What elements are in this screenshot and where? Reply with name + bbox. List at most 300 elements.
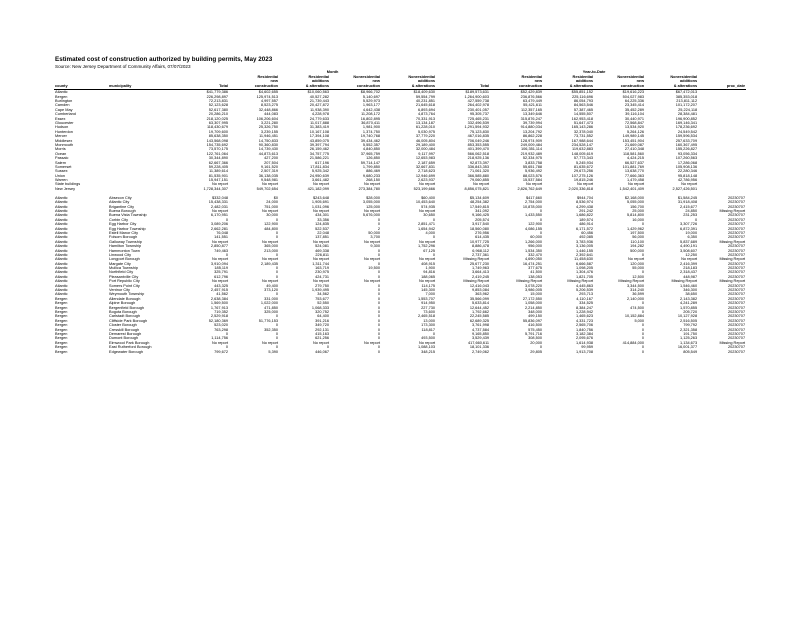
value-cell: 0 [377,345,381,350]
value-cell: 11,389,614 [209,169,229,174]
value-cell: 467,016,835 [467,134,490,139]
county-cell: Atlantic [55,213,68,218]
value-cell: 122,900 [528,222,543,227]
value-cell: 315,876,247 [520,116,543,121]
value-cell: 1,799,850 [362,164,381,169]
value-cell: 52,180,369 [208,318,229,323]
value-cell: 122,900 [264,222,279,227]
value-cell: 39,397,794 [309,142,330,147]
value-cell: 486,914 [579,222,594,227]
value-cell: 0 [432,252,436,257]
value-cell: 36,870,411 [361,121,381,125]
county-cell: Atlantic [55,195,68,200]
value-cell: 25,326,750 [258,125,279,130]
county-cell: Sussex [55,169,68,174]
value-cell: 42,786,956 [677,178,698,183]
value-cell: 17,549,815 [469,204,490,209]
value-cell: No report [212,209,229,214]
value-cell: Missing Report [567,279,594,284]
value-cell: 2,187,659 [417,160,436,165]
value-cell: 30,000 [266,213,279,218]
value-cell: 1,031,096 [311,204,330,209]
value-cell: 79,060,855 [469,178,490,183]
value-cell: 416,500 [528,323,543,328]
proc-date-cell: 20230707 [727,314,746,319]
value-cell: $4,602,655 [258,90,279,95]
value-cell: 218,925,136 [467,156,490,161]
header-cell: additions [680,79,698,84]
value-cell: 523,020 [214,323,229,328]
value-cell: 31,918,408 [677,200,698,205]
value-cell: 805,549 [683,349,698,354]
value-cell: 20,000 [530,340,543,345]
value-cell: No report [212,257,229,262]
value-cell: 5,676,000 [362,213,381,218]
value-cell: 621,256 [315,336,330,341]
value-cell: 73,570,175 [208,147,229,152]
value-cell: 114,175 [421,283,436,288]
value-cell: 55,651,788 [522,164,543,169]
header-cell: & alterations [543,84,594,90]
value-cell: No report [313,239,330,244]
value-cell: 29,189,400 [415,142,436,147]
value-cell: 522,537 [315,226,330,231]
value-cell: 21,739,443 [309,99,330,104]
header-cell: & alterations [279,84,330,90]
header-cell: additions [417,79,436,84]
value-cell: 93,056,334 [677,151,698,156]
value-cell: 612,796 [214,274,229,279]
value-cell: 207,504 [264,160,279,165]
value-cell: 44,873,613 [258,151,279,156]
value-cell: $19,616,223 [622,90,645,95]
value-cell: 4,445,863 [575,283,594,288]
value-cell: $332,048 [211,195,229,200]
value-cell: 125,974,513 [256,94,279,99]
county-cell: Atlantic [55,226,68,231]
value-cell: $243,648 [312,195,330,200]
value-cell: 0 [432,217,436,222]
value-cell: 19,500 [368,266,381,271]
value-cell: 81,535,901 [208,173,229,178]
value-cell: No report [419,257,436,262]
value-cell: 52,617,380 [208,107,229,112]
value-cell: 16,001,377 [677,345,698,350]
municipality-cell: Port Republic City [109,279,140,284]
value-cell: 614,435 [475,235,490,240]
value-cell: $189,573,631 [465,90,490,95]
county-cell: Gloucester [55,121,74,125]
value-cell: 3,508,607 [679,248,698,253]
value-cell: 30,440,971 [624,116,645,121]
value-cell: 365,000 [264,244,279,249]
value-cell: 493,500 [421,336,436,341]
value-cell: 2,457,915 [210,288,229,293]
value-cell: 16,474,251 [522,261,543,266]
value-cell: No report [262,257,279,262]
value-cell: 101,881,769 [622,164,645,169]
value-cell: 5,245,934 [575,160,594,165]
proc-date-cell: Missing Report [719,209,746,214]
value-cell: 331,000 [264,296,279,301]
header-cell: Nonresidential [617,75,645,80]
value-cell: 18,101,336 [469,345,490,350]
value-cell: 51,647,473 [573,121,594,125]
value-cell: 3,221,280 [260,121,279,125]
value-cell: No report [262,279,279,284]
header-cell: Residential [308,75,330,80]
header-cell: new [636,79,645,84]
value-cell: 10,167,108 [309,129,330,134]
county-cell: Atlantic [55,200,68,205]
value-cell: 2,189,435 [260,261,279,266]
value-cell: 5,791,716 [524,331,543,336]
proc-date-cell: 20230707 [727,235,746,240]
value-cell: 320,752 [315,310,330,314]
value-cell: No report [262,340,279,345]
value-cell: 39,739,994 [522,121,543,125]
value-cell: 2,662,281 [210,226,229,231]
proc-date-cell: 20230707 [727,261,746,266]
value-cell: 6,350 [687,235,698,240]
value-cell: 408,915 [421,261,436,266]
value-cell: 1,088,103 [417,345,436,350]
value-cell: 125,000 [366,204,381,209]
value-cell: 11,458,630 [574,257,594,262]
value-cell: 6,872,391 [679,226,698,231]
value-cell: 1,905,691 [311,200,330,205]
value-cell: 3,661,482 [311,178,330,183]
value-cell: 2 [377,226,381,231]
municipality-cell: Mullica Township [109,266,138,271]
municipality-cell: Carlstadt Borough [109,314,140,319]
value-cell: 13,204,792 [522,129,543,134]
value-cell: 8,536,974 [575,200,594,205]
value-cell: 2,095,676 [575,336,594,341]
value-cell: 137,851 [315,235,330,240]
value-cell: Missing Report [618,279,645,284]
county-cell: Atlantic [55,292,68,297]
value-cell: 5,837,689 [679,239,698,244]
value-cell: 13,638,770 [624,169,645,174]
value-cell: 4,331,723 [575,318,594,323]
value-cell: 22,245,585 [469,314,490,319]
value-cell: 0 [377,248,381,253]
value-cell: 0 [275,336,279,341]
value-cell: 424,731 [315,274,330,279]
value-cell: 2,754,000 [524,200,543,205]
proc-date-cell: 20230707 [727,200,746,205]
value-cell: 1,058,000 [524,301,543,306]
municipality-row [54,349,746,353]
value-cell: 14,750,833 [258,138,279,143]
value-cell: 325,791 [214,270,229,275]
value-cell: 0 [641,310,645,314]
value-cell: 914,880,034 [520,125,543,130]
value-cell: 19,000 [685,230,698,235]
value-cell: 231,253 [683,213,698,218]
value-cell: 2,465,518 [417,314,436,319]
value-cell: 26,159,462 [309,147,330,152]
value-cell: 9,300 [370,244,381,249]
value-cell: 50,000 [368,230,381,235]
county-cell: Atlantic [55,274,68,279]
value-cell: 12,416,043 [469,283,490,288]
value-cell: 1,821,705 [575,274,594,279]
value-cell: 22,280,346 [677,169,698,174]
value-cell: 59,228,405 [208,164,229,169]
county-cell: Atlantic [55,257,68,262]
value-cell: 194,282 [630,244,645,249]
value-cell: 13,349,646 [522,112,543,117]
value-cell: No report [364,182,381,187]
value-cell: 0 [641,345,645,350]
value-cell: 51,776,153 [258,318,279,323]
value-cell: 13,000 [423,318,436,323]
county-cell: Bergen [55,301,68,306]
value-cell: 956,000 [528,244,543,249]
county-cell: Atlantic [55,248,68,253]
value-cell: 0 [377,314,381,319]
municipality-cell: Hamilton Township [109,244,142,249]
value-cell: 0 [377,349,381,354]
county-cell: Ocean [55,151,67,156]
county-cell: Middlesex [55,138,73,143]
value-cell: 124,835 [315,222,330,227]
value-cell: 28,384,481 [677,112,698,117]
value-cell: 0 [641,301,645,306]
value-cell: 94,816 [423,270,436,275]
value-cell: 249,009,484 [520,142,543,147]
value-cell: 0 [225,252,229,257]
value-cell: 9,853,084 [471,288,490,293]
value-cell: 56,000 [632,235,645,240]
value-cell: 230,975 [315,270,330,275]
municipality-cell: Allendale Borough [109,296,141,301]
value-cell: 0 [275,217,279,222]
header-cell: Nonresidential [670,75,698,80]
county-cell: Bergen [55,323,68,328]
value-cell: 218,183 [683,266,698,271]
value-cell: 36,599 [632,292,645,297]
value-cell: 0 [377,327,381,332]
value-cell: $41,779,386 [206,90,229,95]
county-cell: Bergen [55,345,68,350]
value-cell: 225,116,696 [571,94,594,99]
value-cell: 10,878,000 [522,204,543,209]
value-cell: No report [681,257,698,262]
value-cell: 3,078,220 [524,283,543,288]
value-cell: 52,550 [317,301,330,306]
value-cell: 348,000 [528,310,543,314]
value-cell: 1,022,000 [260,301,279,306]
value-cell: Missing Report [463,279,490,284]
proc-date-cell: Missing Report [719,239,746,244]
value-cell: 2,415,677 [679,204,698,209]
value-cell: 268,150 [366,178,381,183]
proc-date-cell: Missing Report [719,257,746,262]
municipality-cell: Brigantine City [109,204,134,209]
value-cell: 2,482,031 [210,204,229,209]
value-cell: 12,653,983 [415,156,436,161]
proc-date-cell: 20230707 [727,266,746,271]
value-cell: 4,997,557 [260,99,279,104]
value-cell: 853,353,555 [467,142,490,147]
value-cell: 32,667,831 [415,164,436,169]
value-cell: 336,843,353 [467,164,490,169]
value-cell: 1,546,460 [679,283,698,288]
value-cell: 163,719 [315,266,330,271]
value-cell: 8,523,275 [260,103,279,108]
value-cell: 126,850 [366,156,381,161]
value-cell: 10,977,725 [469,239,490,244]
proc-date-cell: 20230707 [727,301,746,306]
value-cell: 1,614,938 [575,340,594,345]
proc-date-cell: 20230707 [727,222,746,227]
value-cell: 1,542,401,409 [619,186,645,191]
county-cell: Bergen [55,336,68,341]
value-cell: 3,344,500 [626,283,645,288]
county-cell: Bergen [55,327,68,332]
value-cell: 41,500 [530,270,543,275]
proc-date-cell: 20230707 [727,349,746,354]
value-cell: 153,451,904 [622,138,645,143]
header-cell: Residential [521,75,543,80]
value-cell: 1,686,822 [575,213,594,218]
value-cell: 1,068,333 [311,305,330,310]
county-cell: Bergen [55,314,68,319]
value-cell: 471,850 [264,305,279,310]
value-cell: 226,811 [315,252,330,257]
proc-date-cell: 20230707 [727,318,746,323]
value-cell: 4,840,850 [362,147,381,152]
county-cell: Atlantic [55,230,68,235]
value-cell: 227,730 [421,305,436,310]
value-cell: 0 [377,217,381,222]
county-cell: Atlantic [55,204,68,209]
county-cell: Bergen [55,318,68,323]
value-cell: 0 [275,230,279,235]
value-cell: 0 [641,336,645,341]
county-cell: Bergen [55,331,68,336]
value-cell: 264,402,978 [467,103,490,108]
value-cell: 11,017,888 [310,121,330,125]
value-cell: No report [212,340,229,345]
value-cell: 60,456 [581,230,594,235]
value-cell: 751,000 [264,204,279,209]
value-cell: 59,554,799 [415,94,436,99]
value-cell: 4,490,191 [679,244,698,249]
value-cell: 352,350 [264,327,279,332]
value-cell: No report [364,239,381,244]
value-cell: 617,196 [315,160,330,165]
value-cell: No report [313,340,330,345]
value-cell: 0 [377,261,381,266]
value-cell: Missing Report [463,257,490,262]
group-month: Month [326,70,339,75]
header-cell: county [54,84,108,90]
value-cell: 40,527,282 [309,94,330,99]
value-cell: 1,311,744 [312,261,330,266]
value-cell: 48,254,382 [469,200,490,205]
value-cell: 1,465,623 [575,314,594,319]
value-cell: 5,936,492 [524,169,543,174]
value-cell: 377,675 [528,266,543,271]
value-cell: 3,239,155 [260,129,279,134]
proc-date-cell: 20230707 [727,296,746,301]
value-cell: 0 [641,323,645,328]
value-cell: 72,568,847 [624,121,645,125]
header-cell: construction [229,84,279,90]
value-cell: 5,264,126 [626,129,645,134]
value-cell: 2,623,937 [417,178,436,183]
value-cell: 5,925,342 [311,169,330,174]
value-cell: 5,206,539 [575,288,594,293]
value-cell: 20,427,872 [309,103,330,108]
municipality-cell: Margate City [109,261,131,266]
value-cell: 1,291,594,932 [464,125,490,130]
value-cell: 549,702,654 [256,186,279,191]
value-cell: 118,430,679 [206,125,229,130]
value-cell: 19,709,600 [208,129,229,134]
value-cell: 0 [377,222,381,227]
value-cell: 11,938,390 [310,107,330,112]
value-cell: 446,067 [315,349,330,354]
value-cell: 2,527,426,501 [672,186,698,191]
value-cell: 15,438,331 [208,200,229,205]
value-cell: 3,182,384 [575,331,594,336]
value-cell: 19,815,246 [573,178,594,183]
value-cell: 32,000,484 [415,147,436,152]
proc-date-cell: 20230707 [727,226,746,231]
value-cell: 292,131 [315,327,330,332]
header-cell: Nonresidential [408,75,436,80]
value-cell: 2,507,319 [260,169,279,174]
municipality-cell: Dumont Borough [109,336,139,341]
value-cell: 2,529,918 [210,314,229,319]
proc-date-cell: 20230707 [727,283,746,288]
municipality-cell: Galloway Township [109,239,142,244]
value-cell: $55,851,152 [571,90,594,95]
value-cell: 0 [377,305,381,310]
value-cell: No report [212,279,229,284]
value-cell: 0 [539,217,543,222]
value-cell: No report [262,209,279,214]
value-cell: 1,792,662 [471,310,490,314]
value-cell: 273,384,780 [358,186,381,191]
county-cell: Hudson [55,125,69,130]
value-cell: $67,472,013 [675,90,698,95]
value-cell: 145,300 [421,288,436,293]
value-cell: 10,453,640 [415,200,436,205]
value-cell: 9,117,997 [418,151,436,156]
value-cell: 0 [377,336,381,341]
value-cell: 5,529,973 [362,99,381,104]
value-cell: 0 [539,230,543,235]
value-cell: 76,048 [216,230,229,235]
header-cell: Residential [257,75,279,80]
municipality-cell: Bergenfield Borough [109,305,145,310]
value-cell: 1,433,550 [524,213,543,218]
value-cell: 366,585,880 [467,173,490,178]
value-cell: 156,700 [630,204,645,209]
value-cell: 33,356 [317,217,330,222]
value-cell: 226,298,897 [206,94,229,99]
value-cell: 3,783,936 [575,239,594,244]
value-cell: 0 [275,252,279,257]
value-cell: 799,672 [214,349,229,354]
value-cell: 415,163 [315,331,330,336]
